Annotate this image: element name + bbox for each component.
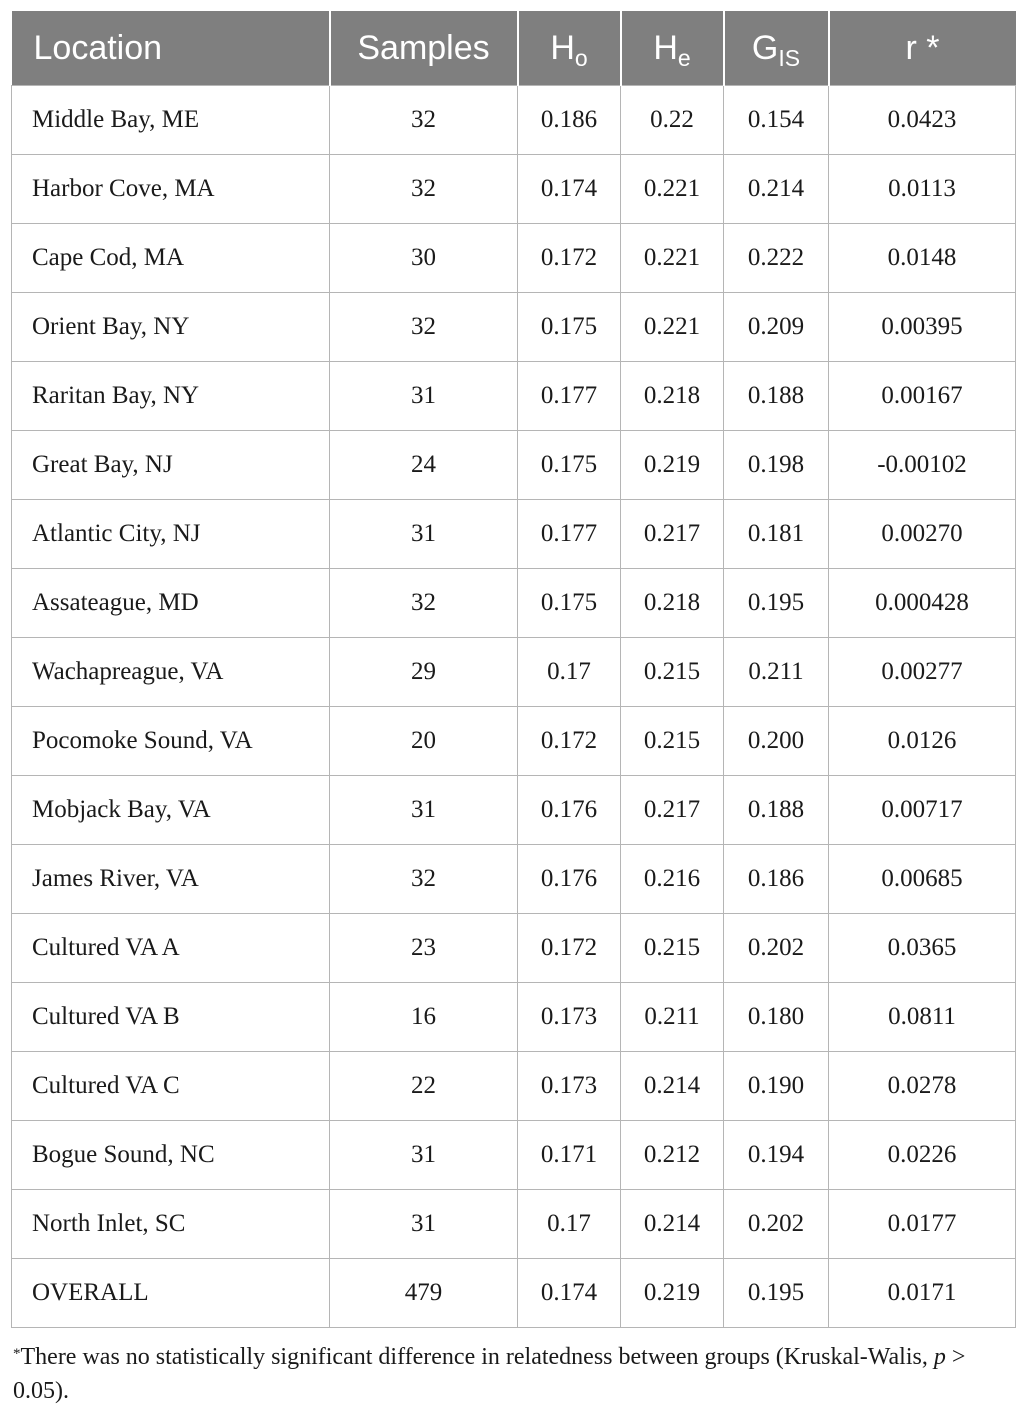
cell-he: 0.215 — [621, 707, 724, 776]
cell-gis: 0.200 — [724, 707, 829, 776]
cell-ho: 0.171 — [518, 1121, 621, 1190]
header-ho-sub: o — [574, 45, 588, 71]
cell-r: 0.00167 — [829, 362, 1016, 431]
cell-gis: 0.202 — [724, 914, 829, 983]
table-row — [12, 155, 1016, 224]
cell-ho: 0.17 — [518, 638, 621, 707]
cell-r: 0.0811 — [829, 983, 1016, 1052]
cell-r: 0.00395 — [829, 293, 1016, 362]
cell-r: -0.00102 — [829, 431, 1016, 500]
cell-location: Cultured VA C — [12, 1052, 330, 1121]
cell-r: 0.0226 — [829, 1121, 1016, 1190]
cell-he: 0.218 — [621, 362, 724, 431]
table-row — [12, 638, 1016, 707]
cell-gis: 0.222 — [724, 224, 829, 293]
cell-samples: 31 — [330, 500, 518, 569]
header-location — [12, 11, 330, 86]
cell-ho: 0.172 — [518, 914, 621, 983]
cell-he: 0.221 — [621, 293, 724, 362]
cell-r: 0.00270 — [829, 500, 1016, 569]
cell-ho: 0.174 — [518, 1259, 621, 1328]
cell-he: 0.219 — [621, 1259, 724, 1328]
cell-ho: 0.17 — [518, 1190, 621, 1259]
cell-he: 0.215 — [621, 914, 724, 983]
cell-ho: 0.174 — [518, 155, 621, 224]
cell-gis: 0.180 — [724, 983, 829, 1052]
cell-ho: 0.173 — [518, 1052, 621, 1121]
header-samples — [330, 11, 518, 86]
header-r-label: r * — [905, 29, 940, 67]
header-he-main: H — [653, 29, 678, 67]
cell-location: Cultured VA B — [12, 983, 330, 1052]
cell-location: Harbor Cove, MA — [12, 155, 330, 224]
cell-location: Atlantic City, NJ — [12, 500, 330, 569]
cell-he: 0.218 — [621, 569, 724, 638]
header-r — [829, 11, 1016, 86]
header-gis — [724, 11, 829, 86]
table-body — [12, 86, 1016, 1328]
table-container — [11, 11, 1015, 1408]
table-row — [12, 1052, 1016, 1121]
cell-location: Cultured VA A — [12, 914, 330, 983]
cell-samples: 32 — [330, 86, 518, 155]
header-row — [12, 11, 1016, 86]
cell-he: 0.217 — [621, 776, 724, 845]
cell-location: Orient Bay, NY — [12, 293, 330, 362]
table-row — [12, 500, 1016, 569]
cell-location: OVERALL — [12, 1259, 330, 1328]
cell-samples: 29 — [330, 638, 518, 707]
table-row — [12, 1259, 1016, 1328]
cell-gis: 0.202 — [724, 1190, 829, 1259]
cell-r: 0.00717 — [829, 776, 1016, 845]
cell-he: 0.216 — [621, 845, 724, 914]
cell-samples: 32 — [330, 155, 518, 224]
header-he — [621, 11, 724, 86]
cell-r: 0.0365 — [829, 914, 1016, 983]
cell-gis: 0.195 — [724, 1259, 829, 1328]
table-row — [12, 362, 1016, 431]
cell-ho: 0.172 — [518, 707, 621, 776]
cell-samples: 23 — [330, 914, 518, 983]
footnote-text-before: There was no statistically significant difference in relatedness between groups (Kruskal-Walis, — [20, 1344, 934, 1370]
cell-he: 0.212 — [621, 1121, 724, 1190]
cell-gis: 0.214 — [724, 155, 829, 224]
header-location-label: Location — [33, 29, 163, 67]
cell-ho: 0.186 — [518, 86, 621, 155]
cell-r: 0.0278 — [829, 1052, 1016, 1121]
cell-location: Mobjack Bay, VA — [12, 776, 330, 845]
footnote-text-after: > 0.05). — [13, 1344, 966, 1404]
header-he-sub: e — [677, 45, 691, 71]
cell-location: Raritan Bay, NY — [12, 362, 330, 431]
cell-he: 0.215 — [621, 638, 724, 707]
header-gis-main: G — [751, 29, 779, 67]
table-row — [12, 983, 1016, 1052]
cell-location: Cape Cod, MA — [12, 224, 330, 293]
cell-he: 0.221 — [621, 224, 724, 293]
table-row — [12, 707, 1016, 776]
cell-ho: 0.175 — [518, 431, 621, 500]
cell-samples: 22 — [330, 1052, 518, 1121]
table-row — [12, 431, 1016, 500]
header-ho-main: H — [550, 29, 575, 67]
cell-he: 0.219 — [621, 431, 724, 500]
table-row — [12, 86, 1016, 155]
cell-gis: 0.188 — [724, 362, 829, 431]
cell-samples: 30 — [330, 224, 518, 293]
cell-gis: 0.190 — [724, 1052, 829, 1121]
cell-ho: 0.176 — [518, 845, 621, 914]
cell-gis: 0.194 — [724, 1121, 829, 1190]
cell-gis: 0.181 — [724, 500, 829, 569]
cell-samples: 31 — [330, 776, 518, 845]
genetic-diversity-table — [11, 11, 1016, 1328]
header-ho — [518, 11, 621, 86]
footnote-marker: * — [13, 1346, 21, 1362]
table-row — [12, 224, 1016, 293]
table-row — [12, 776, 1016, 845]
table-row — [12, 914, 1016, 983]
table-row — [12, 569, 1016, 638]
cell-r: 0.000428 — [829, 569, 1016, 638]
cell-r: 0.00685 — [829, 845, 1016, 914]
cell-ho: 0.177 — [518, 500, 621, 569]
cell-samples: 31 — [330, 1121, 518, 1190]
table-footnote — [11, 1340, 1017, 1408]
cell-gis: 0.186 — [724, 845, 829, 914]
cell-samples: 31 — [330, 1190, 518, 1259]
cell-r: 0.0171 — [829, 1259, 1016, 1328]
cell-ho: 0.176 — [518, 776, 621, 845]
cell-gis: 0.211 — [724, 638, 829, 707]
table-header — [12, 11, 1016, 86]
table-row — [12, 1190, 1016, 1259]
table-row — [12, 1121, 1016, 1190]
cell-r: 0.0113 — [829, 155, 1016, 224]
cell-he: 0.214 — [621, 1052, 724, 1121]
cell-location: James River, VA — [12, 845, 330, 914]
footnote-p-symbol: p — [933, 1344, 946, 1370]
cell-r: 0.0126 — [829, 707, 1016, 776]
cell-location: Great Bay, NJ — [12, 431, 330, 500]
cell-he: 0.214 — [621, 1190, 724, 1259]
cell-samples: 31 — [330, 362, 518, 431]
cell-r: 0.00277 — [829, 638, 1016, 707]
cell-gis: 0.198 — [724, 431, 829, 500]
cell-ho: 0.172 — [518, 224, 621, 293]
cell-samples: 16 — [330, 983, 518, 1052]
cell-location: Bogue Sound, NC — [12, 1121, 330, 1190]
table-row — [12, 293, 1016, 362]
cell-r: 0.0148 — [829, 224, 1016, 293]
cell-gis: 0.188 — [724, 776, 829, 845]
cell-location: Wachapreague, VA — [12, 638, 330, 707]
cell-he: 0.217 — [621, 500, 724, 569]
cell-location: North Inlet, SC — [12, 1190, 330, 1259]
cell-samples: 32 — [330, 845, 518, 914]
cell-ho: 0.173 — [518, 983, 621, 1052]
cell-he: 0.211 — [621, 983, 724, 1052]
cell-gis: 0.209 — [724, 293, 829, 362]
cell-ho: 0.175 — [518, 293, 621, 362]
cell-location: Assateague, MD — [12, 569, 330, 638]
cell-ho: 0.177 — [518, 362, 621, 431]
cell-location: Middle Bay, ME — [12, 86, 330, 155]
cell-gis: 0.195 — [724, 569, 829, 638]
cell-samples: 32 — [330, 569, 518, 638]
cell-samples: 32 — [330, 293, 518, 362]
cell-he: 0.221 — [621, 155, 724, 224]
cell-r: 0.0423 — [829, 86, 1016, 155]
cell-gis: 0.154 — [724, 86, 829, 155]
header-samples-label: Samples — [357, 29, 490, 67]
cell-r: 0.0177 — [829, 1190, 1016, 1259]
cell-location: Pocomoke Sound, VA — [12, 707, 330, 776]
cell-ho: 0.175 — [518, 569, 621, 638]
cell-he: 0.22 — [621, 86, 724, 155]
header-gis-sub: IS — [778, 45, 801, 71]
table-row — [12, 845, 1016, 914]
cell-samples: 479 — [330, 1259, 518, 1328]
cell-samples: 24 — [330, 431, 518, 500]
cell-samples: 20 — [330, 707, 518, 776]
